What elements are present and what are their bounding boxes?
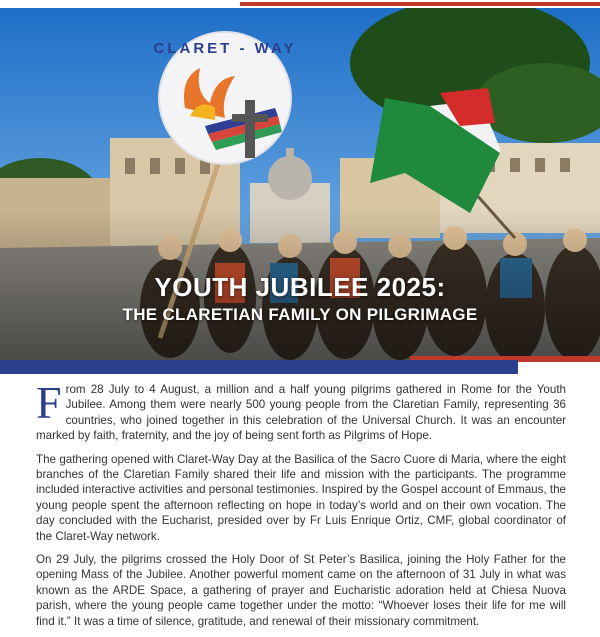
page-title: YOUTH JUBILEE 2025: [154, 272, 446, 302]
blue-accent-bar [0, 360, 518, 374]
article-body [36, 377, 566, 637]
paragraph-1-text: rom 28 July to 4 August, a million and a half young pilgrims gathered in Rome for the Youth Jubilee. Among them were nearly 500 young people from the Claretian Family, representing 36 countries, who joined together in this celebration of the Universal Church. It was an encounter marked by faith, fraternity, and the joy of being sent forth as Pilgrims of Hope. [36, 383, 566, 443]
top-accent-stripe [240, 2, 600, 6]
logo-text: CLARET - WAY [153, 40, 297, 57]
paragraph-2: The gathering opened with Claret-Way Day at the Basilica of the Sacro Cuore di Maria, where the eight branches of the Claretian Family shared their life and mission with the participants. The programme included interactive activities and personal testimonies. Inspired by the Gospel account of Emmaus, the young people spent the afternoon reflecting on hope in today’s world and on their own vocation. The day concluded with the Eucharist, presided over by Fr Luis Enrique Ortiz, CMF, global coordinator of the Claret-Way network. [36, 452, 566, 543]
drop-cap: F [36, 377, 62, 428]
page-subtitle: THE CLARETIAN FAMILY ON PILGRIMAGE [122, 305, 478, 324]
top-bar [0, 0, 600, 8]
paragraph-3: On 29 July, the pilgrims crossed the Holy Door of St Peter’s Basilica, joining the Holy Father for the opening Mass of the Jubilee. Another powerful moment came on the afternoon of 31 July in what was known as the ARDE Space, a gathering of prayer and Eucharistic adoration held at Chiesa Nuova parish, where the young people came together under the motto: “Whoever loses their life for me will find it.” It was a time of silence, gratitude, and renewal of their missionary commitment. [36, 553, 566, 628]
hero-heading [0, 272, 600, 328]
paragraph-1 [36, 377, 566, 444]
